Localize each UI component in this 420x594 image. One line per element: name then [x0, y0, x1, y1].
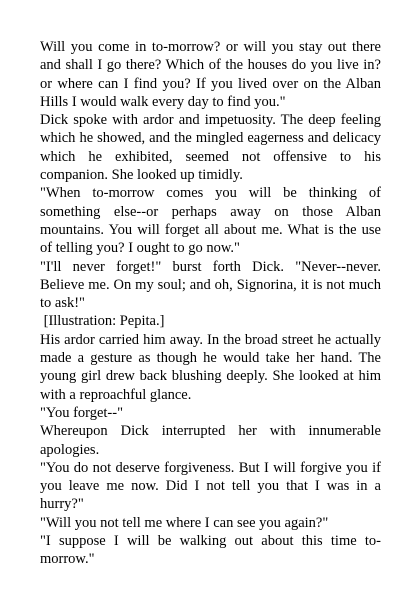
paragraph-you-forget: "You forget--" [40, 404, 123, 421]
paragraph-forgiveness: "You do not deserve forgiveness. But I will forgive you if you leave me now. Did I not tell you that I was in a hurry?" [40, 459, 381, 513]
paragraph-walking-out: "I suppose I will be walking out about this time to-morrow." [40, 533, 381, 568]
illustration-caption: [Illustration: Pepita.] [40, 313, 165, 330]
paragraph-never-forget: "I'll never forget!" burst forth Dick. "Never--never. Believe me. On my soul; and oh, Signorina, it is not much to ask!" [40, 258, 381, 312]
paragraph-gesture: His ardor carried him away. In the broad street he actually made a gesture as though he would take her hand. The young girl drew back blushing deeply. She looked at him with a reproachful glance. [40, 331, 381, 403]
paragraph-dick-plea: Will you come in to-morrow? or will you stay out there and shall I go there? Which of the houses do you live in? or where can I find you? If you lived over on the Alban Hills I would walk every day to find you." [40, 39, 381, 110]
paragraph-tomorrow-reply: "When to-morrow comes you will be thinking of something else--or perhaps away on those Alban mountains. You will forget all about me. What is the use of telling you? I ought to go now." [40, 185, 381, 257]
paragraph-dick-ardor: Dick spoke with ardor and impetuosity. The deep feeling which he showed, and the mingled eagerness and delicacy which he exhibited, seemed not offensive to his companion. She looked up timidly. [40, 112, 381, 184]
paragraph-see-again: "Will you not tell me where I can see you again?" [40, 514, 329, 531]
paragraph-apologies: Whereupon Dick interrupted her with innumerable apologies. [40, 423, 381, 458]
book-page-text [40, 38, 381, 569]
